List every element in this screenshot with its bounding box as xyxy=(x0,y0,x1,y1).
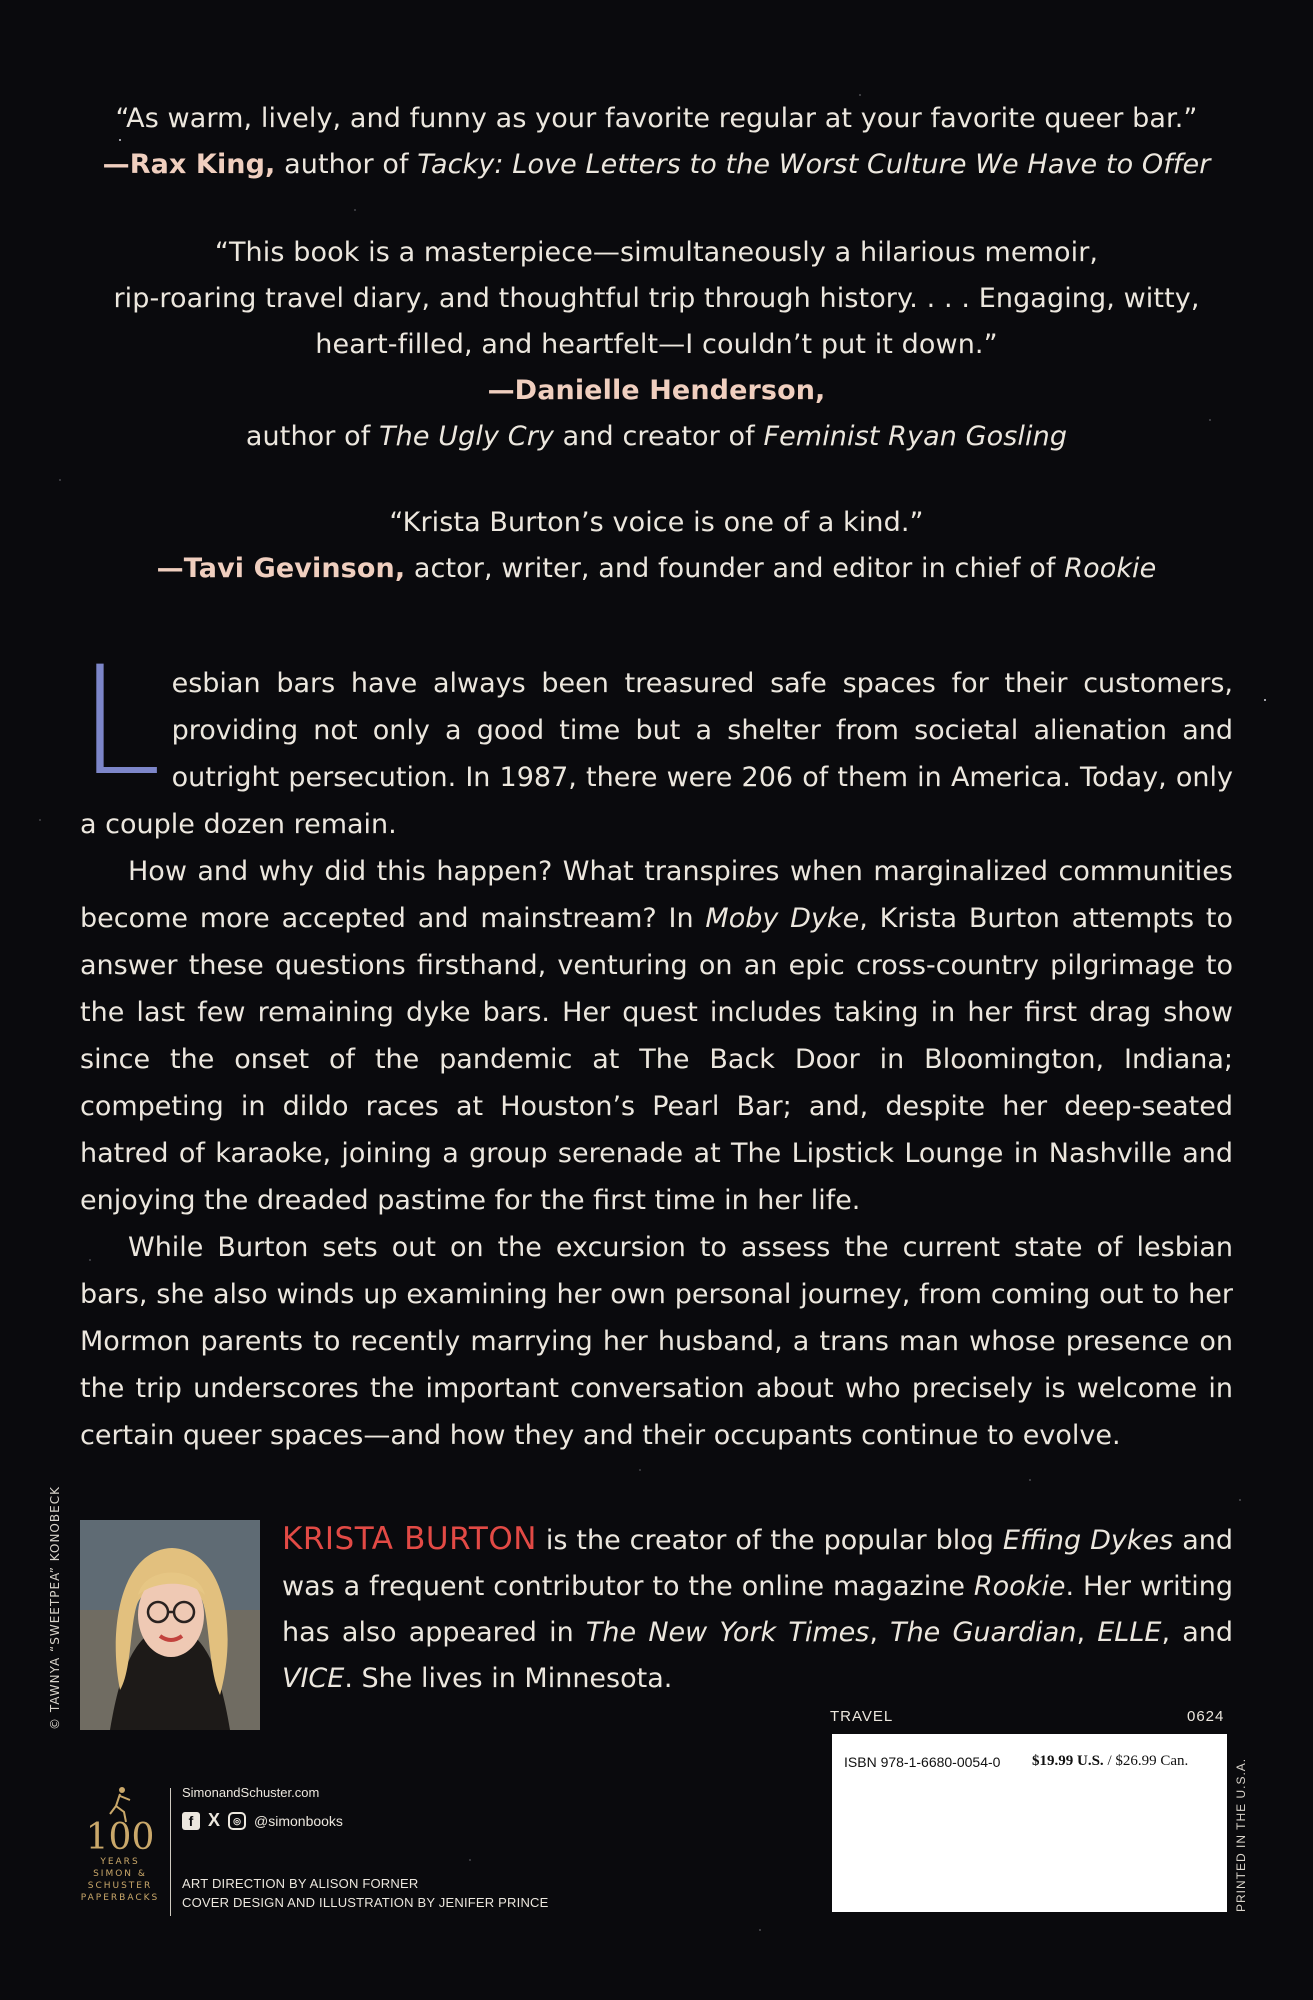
blurb-author-name: —Danielle Henderson, xyxy=(487,375,826,406)
product-code: 0624 xyxy=(1187,1708,1225,1725)
blurb-author-name-line xyxy=(80,368,1233,414)
blurb-book-title: Rookie xyxy=(1064,553,1157,584)
book-description xyxy=(78,635,1233,1459)
logo-years: YEARS xyxy=(100,1857,140,1867)
author-portrait-image xyxy=(80,1520,260,1730)
category-label: TRAVEL xyxy=(830,1708,894,1725)
description-paragraph: Lesbian bars have always been treasured safe spaces for their customers, providing not only a good time but a shelter from societal alienation and outright persecution. In 1987, there were 206 of them in America. Today, only a couple dozen remain. xyxy=(78,635,1233,840)
blurb-quote: rip-roaring travel diary, and thoughtful trip through history. . . . Engaging, witty, xyxy=(113,283,1200,314)
blurb-attribution: —Rax King, author of Tacky: Love Letters to the Worst Culture We Have to Offer xyxy=(102,149,1211,180)
blurb-author-name: —Rax King, xyxy=(102,149,276,180)
photo-credit: © TAWNYA “SWEETPEA” KONOBECK xyxy=(48,1486,62,1730)
design-credits: ART DIRECTION BY ALISON FORNER COVER DESIGN AND ILLUSTRATION BY JENIFER PRINCE xyxy=(182,1876,549,1910)
blurb-book-title: Feminist Ryan Gosling xyxy=(763,421,1068,452)
description-paragraph: While Burton sets out on the excursion to assess the current state of lesbian bars, she also winds up examining her own personal journey, from coming out to her Mormon parents to recently marrying her husband, a trans man whose presence on the trip underscores the important conversation about who precisely is welcome in certain queer spaces—and how they and their occupants continue to evolve. xyxy=(80,1232,1233,1451)
social-links xyxy=(182,1810,343,1831)
blurb-book-title: Tacky: Love Letters to the Worst Culture We Have to Offer xyxy=(417,149,1211,180)
logo-number: 100 xyxy=(85,1817,155,1858)
divider xyxy=(170,1788,171,1916)
printed-in-label: PRINTED IN THE U.S.A. xyxy=(1234,1757,1248,1912)
publisher-website[interactable]: SimonandSchuster.com xyxy=(182,1785,320,1800)
price: $19.99 U.S. / $26.99 Can. xyxy=(1032,1753,1189,1769)
blurb-attribution: —Tavi Gevinson, actor, writer, and founder and editor in chief of Rookie xyxy=(156,553,1157,584)
blurb-quote: heart-filled, and heartfelt—I couldn’t put it down.” xyxy=(315,329,998,360)
social-handle[interactable]: @simonbooks xyxy=(254,1812,343,1829)
barcode-box xyxy=(832,1734,1227,1912)
isbn: ISBN 978-1-6680-0054-0 xyxy=(844,1754,1001,1770)
instagram-icon[interactable]: ◎ xyxy=(228,1812,246,1830)
author-name: KRISTA BURTON xyxy=(282,1521,537,1557)
author-photo xyxy=(80,1520,260,1730)
publisher-anniversary-logo: 100 YEARS SIMON & SCHUSTER PAPERBACKS xyxy=(80,1780,160,1920)
blurb-book-title: The Ugly Cry xyxy=(379,421,554,452)
blurb-author-name: —Tavi Gevinson, xyxy=(156,553,406,584)
blurb-quote: “Krista Burton’s voice is one of a kind.” xyxy=(389,507,924,538)
facebook-icon[interactable]: f xyxy=(182,1812,200,1830)
sower-icon xyxy=(100,1784,140,1824)
description-paragraph: How and why did this happen? What transpires when marginalized communities become more accepted and mainstream? In Moby Dyke, Krista Burton attempts to answer these questions firsthand, venturing on an epic cross-country pilgrimage to the last few remaining dyke bars. Her quest includes taking in her first drag show since the onset of the pandemic at The Back Door in Bloomington, Indiana; competing in dildo races at Houston’s Pearl Bar; and, despite her deep-seated hatred of karaoke, joining a group serenade at The Lipstick Lounge in Nashville and enjoying the dreaded pastime for the first time in her life. xyxy=(80,856,1233,1216)
book-title: Moby Dyke xyxy=(705,903,860,934)
author-bio: KRISTA BURTON is the creator of the popular blog Effing Dykes and was a frequent contributor to the online magazine Rookie. Her writing has also appeared in The New York Times, The Guardian, ELLE, and VICE. She lives in Minnesota. xyxy=(282,1521,1233,1694)
praise-blurbs xyxy=(80,96,1233,592)
drop-cap: L xyxy=(78,635,162,809)
blurb-quote: “This book is a masterpiece—simultaneously a hilarious memoir, xyxy=(214,237,1099,268)
blurb-quote: “As warm, lively, and funny as your favorite regular at your favorite queer bar.” xyxy=(115,103,1198,134)
blurb-attribution: author of The Ugly Cry and creator of Feminist Ryan Gosling xyxy=(245,421,1068,452)
x-icon[interactable]: X xyxy=(208,1810,221,1830)
